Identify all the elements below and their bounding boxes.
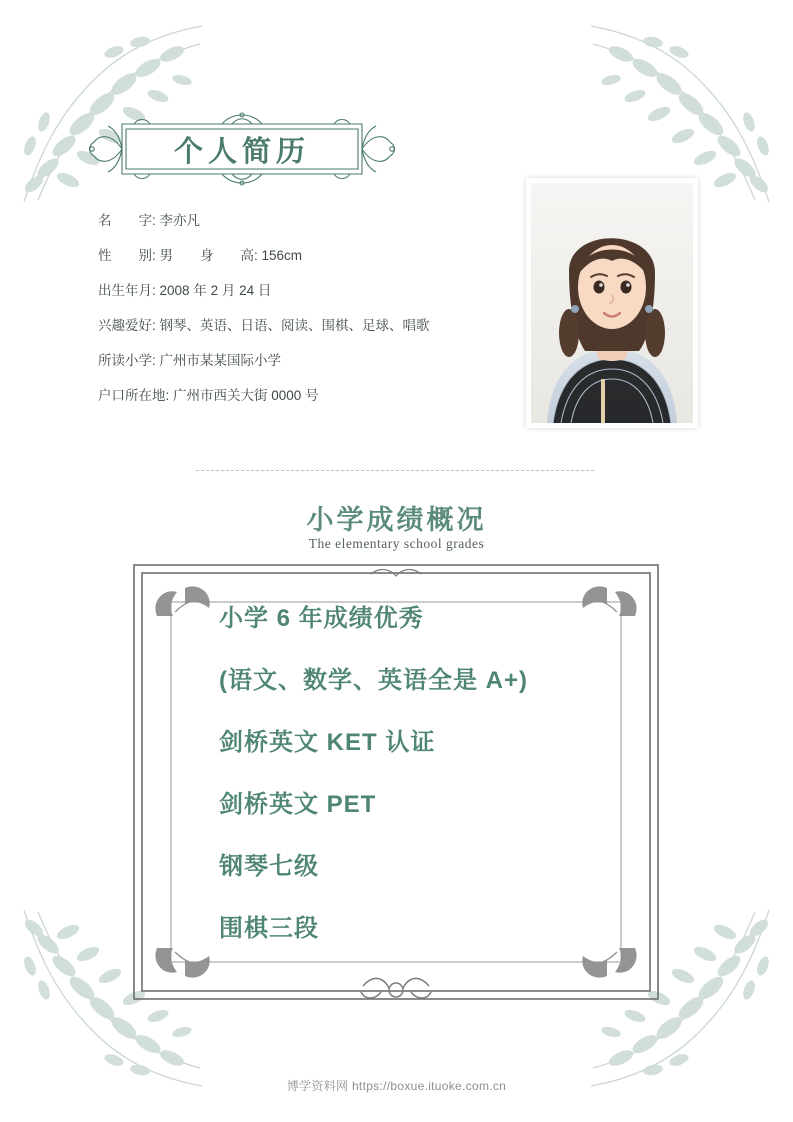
grades-section-title: 小学成绩概况 (306, 505, 487, 535)
grades-list (219, 604, 621, 976)
personal-info-list (98, 212, 518, 422)
grade-item: 剑桥英文 PET (219, 791, 377, 818)
info-value: 2008 年 2 月 24 日 (159, 283, 272, 298)
page-title: 个人简历 (173, 135, 310, 168)
grade-item: 剑桥英文 KET 认证 (219, 729, 436, 756)
info-row-school (98, 352, 518, 370)
document-title-block (82, 104, 402, 194)
info-label: 性 别: 男 身 高: (98, 248, 258, 263)
profile-photo (526, 178, 698, 428)
info-label: 名 字: (98, 213, 156, 228)
info-label: 出生年月: (98, 283, 156, 298)
info-value: 李亦凡 (159, 213, 201, 228)
info-row-gender-height (98, 247, 518, 265)
profile-photo-image (531, 183, 693, 423)
info-row-birthdate (98, 282, 518, 300)
info-row-hobbies (98, 317, 518, 335)
info-label: 户口所在地: (98, 388, 170, 403)
footer-watermark: 博学资料网 https://boxue.ituoke.com.cn (286, 1079, 507, 1093)
info-label: 兴趣爱好: (98, 318, 156, 333)
grade-item: 小学 6 年成绩优秀 (219, 605, 424, 632)
info-row-name (98, 212, 518, 230)
grades-section-subtitle: The elementary school grades (308, 536, 485, 551)
info-value: 钢琴、英语、日语、阅读、围棋、足球、唱歌 (159, 318, 430, 333)
info-value: 156cm (261, 248, 303, 263)
grade-item: (语文、数学、英语全是 A+) (219, 667, 528, 694)
grades-box (131, 562, 661, 1002)
info-row-residence (98, 387, 518, 405)
info-value: 广州市西关大街 0000 号 (173, 388, 319, 403)
info-label: 所读小学: (98, 353, 156, 368)
grade-item: 围棋三段 (219, 915, 319, 942)
section-divider (196, 470, 594, 471)
info-value: 广州市某某国际小学 (159, 353, 282, 368)
grade-item: 钢琴七级 (219, 853, 319, 880)
